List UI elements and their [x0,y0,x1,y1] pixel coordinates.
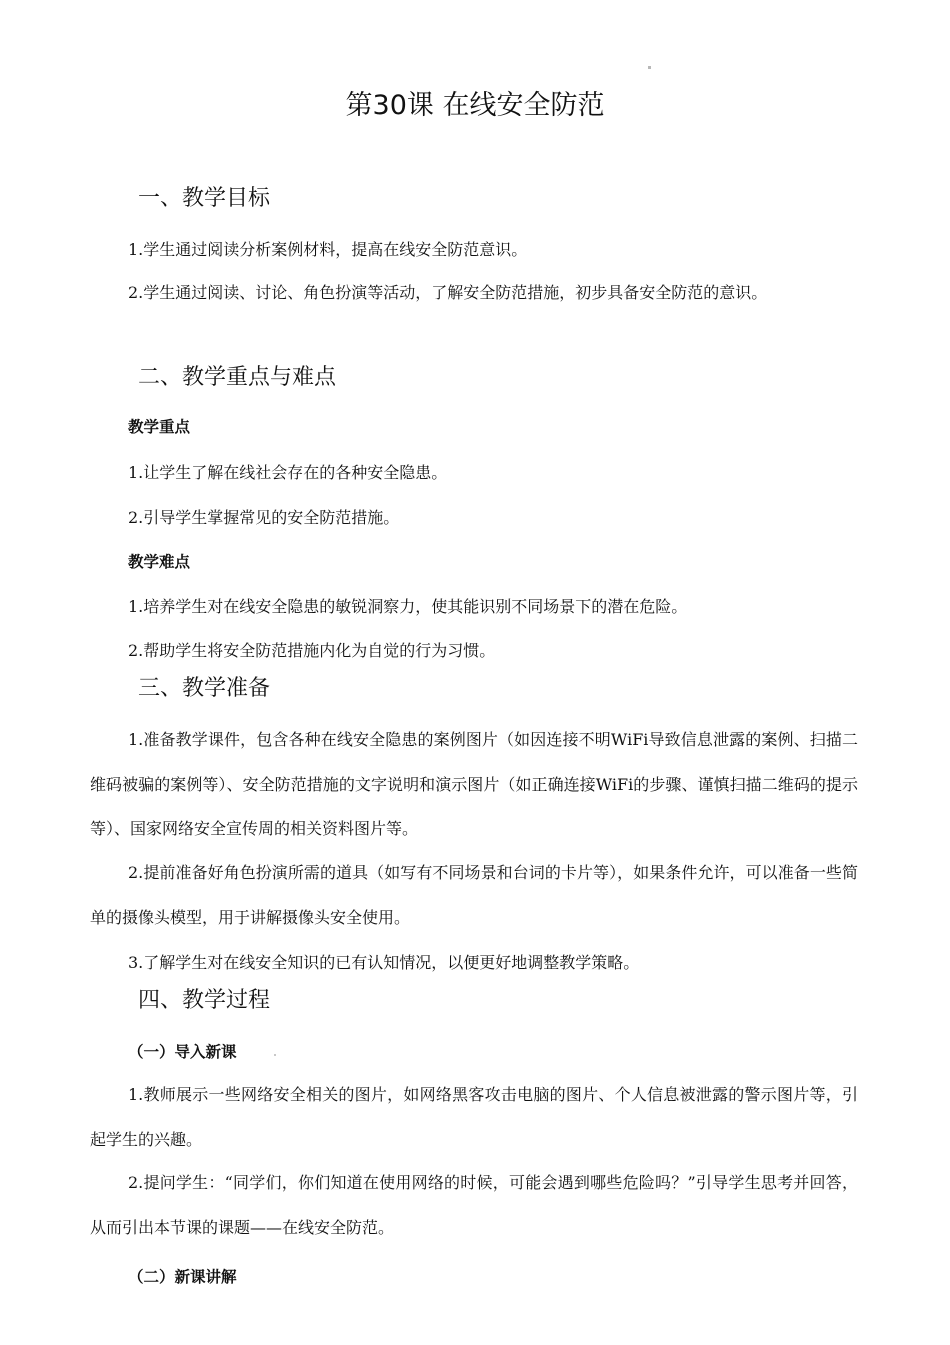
preparation-item-3: 3.了解学生对在线安全知识的已有认知情况，以便更好地调整教学策略。 [128,953,640,972]
heading-preparation: 三、教学准备 [138,676,271,701]
heading-key-points: 二、教学重点与难点 [138,365,337,390]
page-title: 第30课 在线安全防范 [345,90,605,121]
label-teaching-focus: 教学重点 [128,418,191,436]
intro-item-2: 2.提问学生：“同学们，你们知道在使用网络的时候，可能会遇到哪些危险吗？”引导学生思考并回答，从而引出本节课的课题——在线安全防范。 [90,1173,858,1237]
difficulty-item-1: 1.培养学生对在线安全隐患的敏锐洞察力，使其能识别不同场景下的潜在危险。 [128,597,688,616]
scan-mark [648,66,651,69]
goal-item-2: 2.学生通过阅读、讨论、角色扮演等活动，了解安全防范措施，初步具备安全防范的意识。 [128,283,768,302]
label-new-lesson: （二）新课讲解 [128,1268,237,1286]
scan-mark-small [274,1054,276,1056]
preparation-item-2: 2.提前准备好角色扮演所需的道具（如写有不同场景和台词的卡片等），如果条件允许，可以准备一些简单的摄像头模型，用于讲解摄像头安全使用。 [90,863,858,927]
difficulty-item-2: 2.帮助学生将安全防范措施内化为自觉的行为习惯。 [128,641,496,660]
focus-item-1: 1.让学生了解在线社会存在的各种安全隐患。 [128,463,448,482]
preparation-item-1: 1.准备教学课件，包含各种在线安全隐患的案例图片（如因连接不明WiFi导致信息泄露的案例、扫描二维码被骗的案例等）、安全防范措施的文字说明和演示图片（如正确连接WiFi的步骤、谨慎扫描二维码的提示等）、国家网络安全宣传周的相关资料图片等。 [90,730,858,838]
label-teaching-difficulty: 教学难点 [128,553,191,571]
focus-item-2: 2.引导学生掌握常见的安全防范措施。 [128,508,400,527]
label-lesson-intro: （一）导入新课 [128,1043,237,1061]
heading-teaching-process: 四、教学过程 [138,988,271,1013]
heading-teaching-goals: 一、教学目标 [138,186,271,211]
intro-item-1: 1.教师展示一些网络安全相关的图片，如网络黑客攻击电脑的图片、个人信息被泄露的警示图片等，引起学生的兴趣。 [90,1085,858,1149]
goal-item-1: 1.学生通过阅读分析案例材料，提高在线安全防范意识。 [128,240,528,259]
